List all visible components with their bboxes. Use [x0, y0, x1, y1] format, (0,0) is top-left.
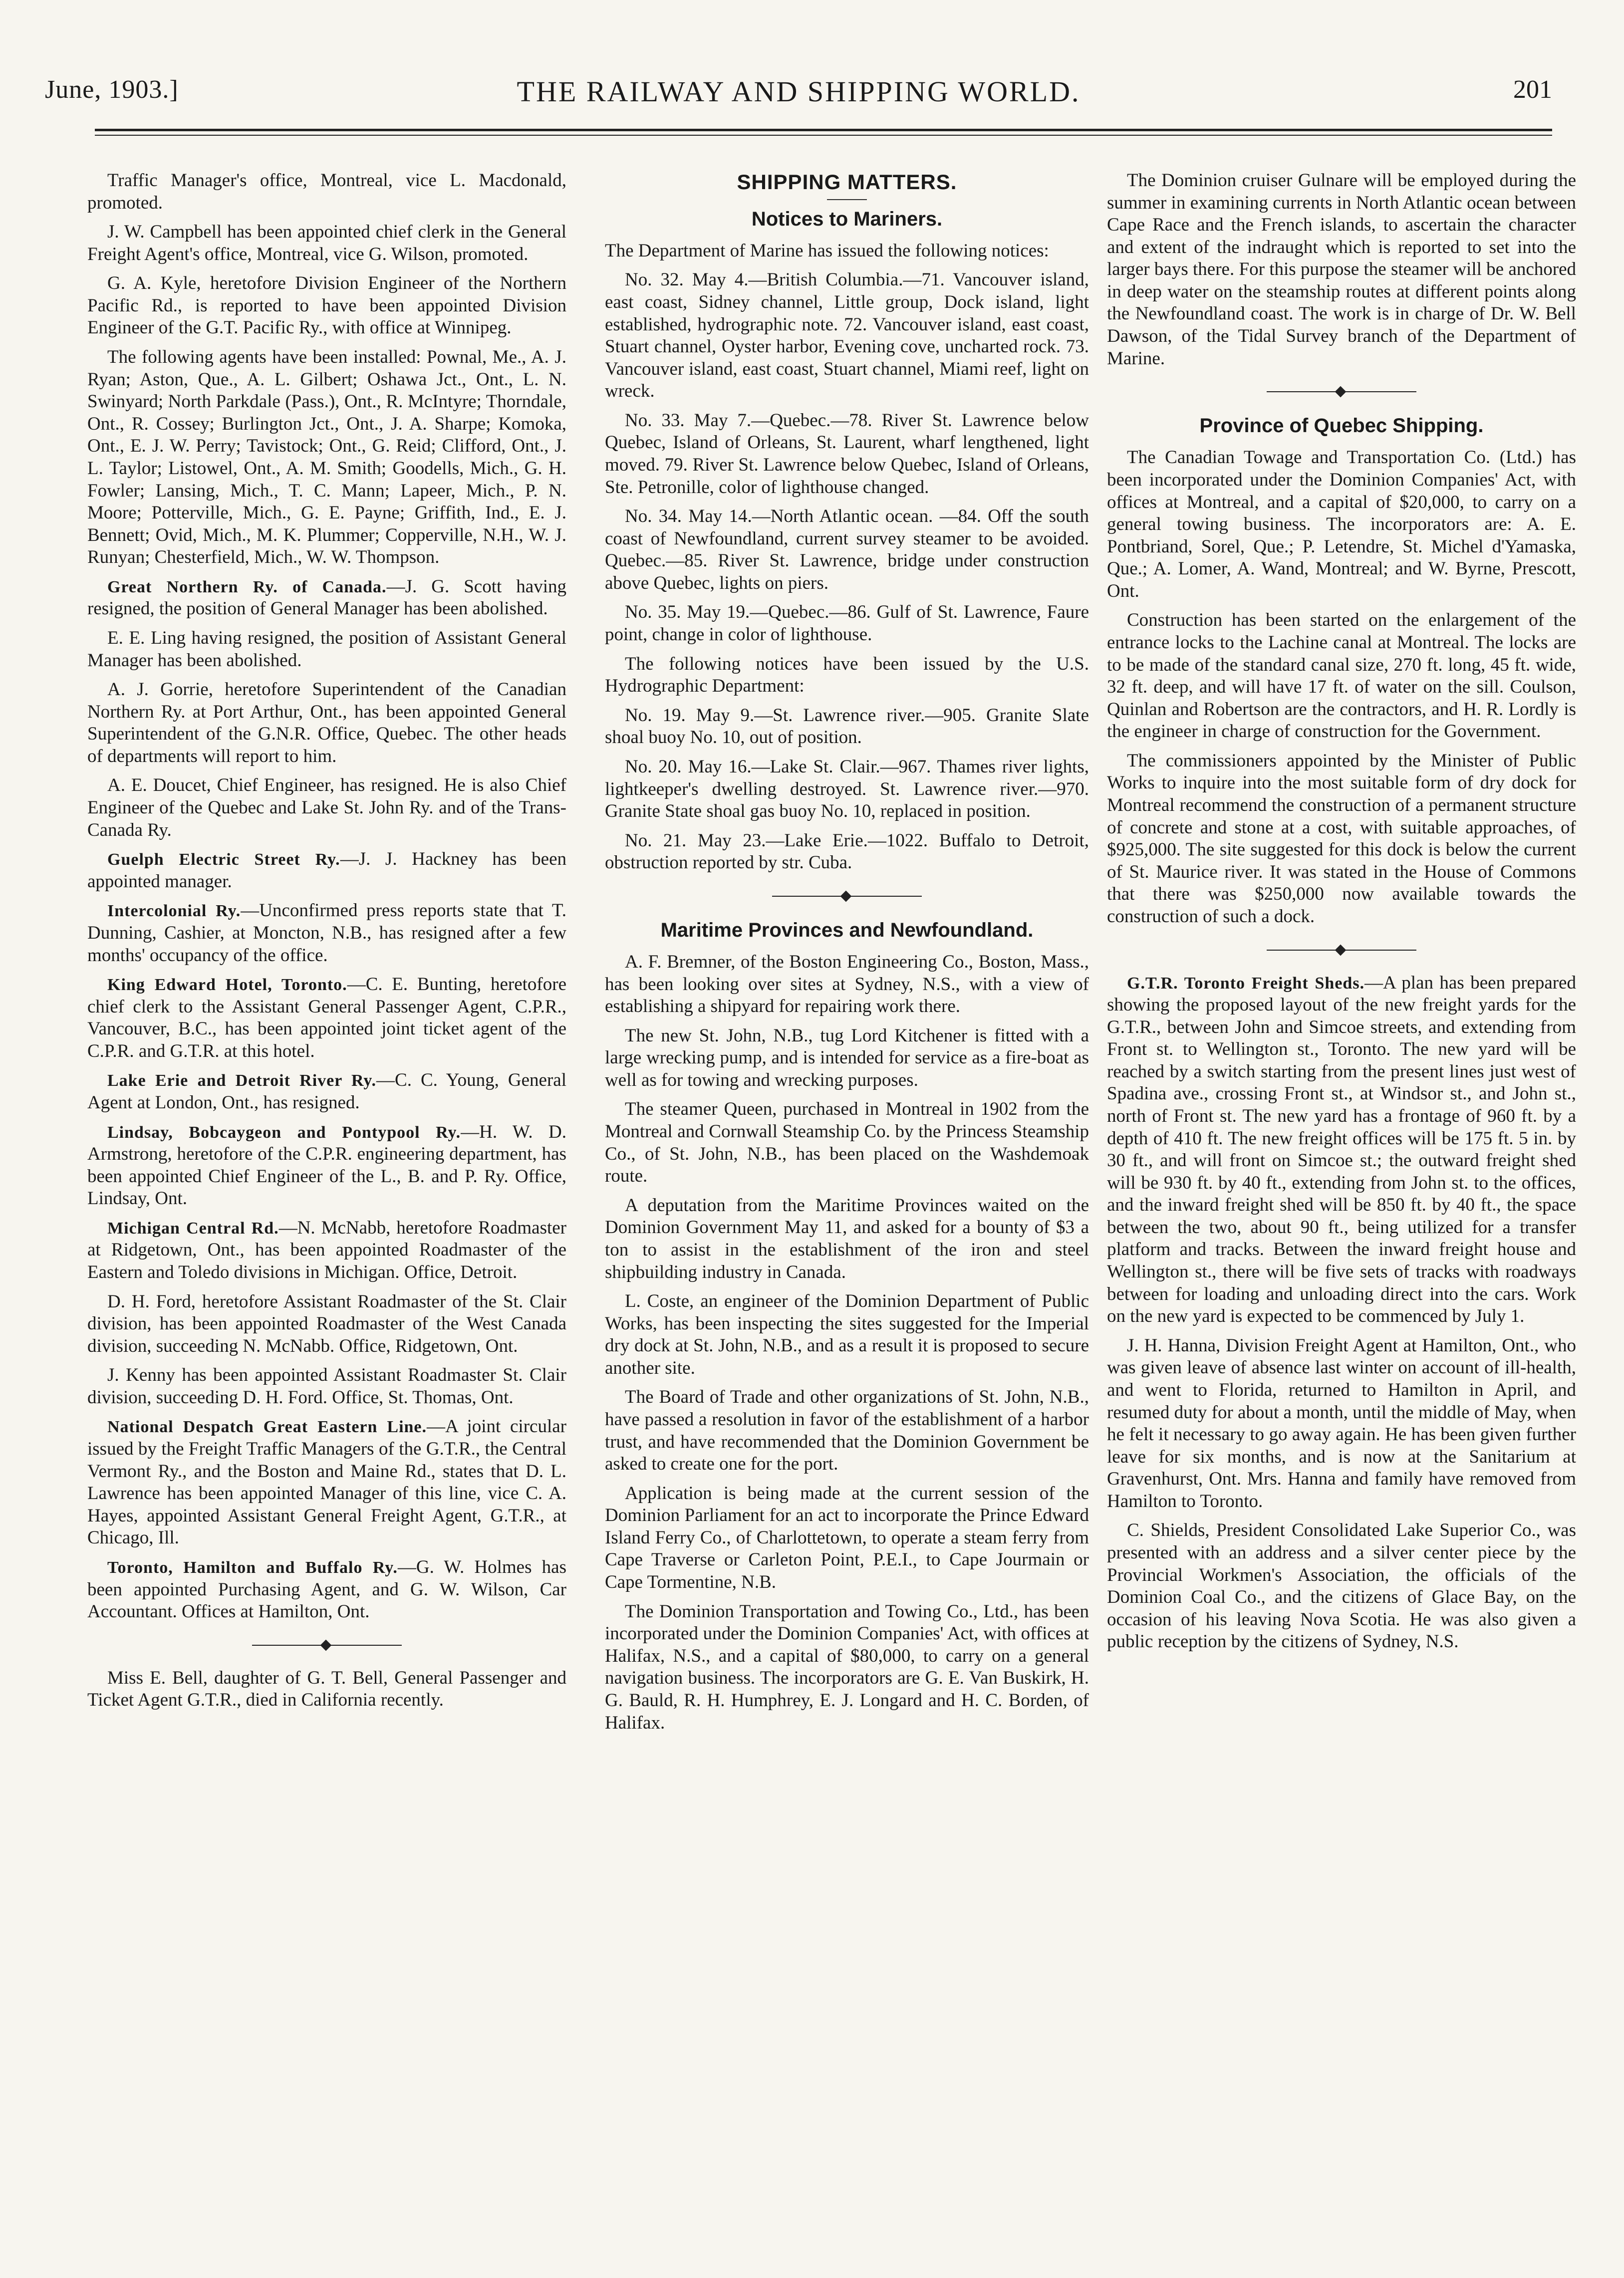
section-divider-ornament — [1267, 940, 1416, 960]
article-paragraph — [87, 1556, 566, 1623]
paragraph-text: —N. McNabb, heretofore Roadmaster at Ridgetown, Ont., has been appointed Roadmaster of the Eastern and Toledo divisions in Michigan. Office, Detroit. — [87, 1217, 566, 1283]
section-divider-ornament — [252, 1635, 402, 1655]
article-paragraph — [605, 1601, 1089, 1734]
paragraph-lead: King Edward Hotel, Toronto. — [107, 976, 347, 995]
article-paragraph — [605, 506, 1089, 594]
paragraph-text: The new St. John, N.B., tug Lord Kitchener is fitted with a large wrecking pump, and is intended for service as a fire-boat as well as for towing and wrecking purposes. — [605, 1025, 1089, 1090]
paragraph-text: No. 21. May 23.—Lake Erie.—1022. Buffalo to Detroit, obstruction reported by str. Cuba. — [605, 830, 1089, 873]
paragraph-text: A. J. Gorrie, heretofore Superintendent of the Canadian Northern Ry. at Port Arthur, Ont., has been appointed General Superintendent of the G.N.R. Office, Quebec. The other heads of departments will report to him. — [87, 679, 566, 766]
paragraph-text: The Department of Marine has issued the following notices: — [605, 240, 1049, 261]
paragraph-text: The commissioners appointed by the Minister of Public Works to inquire into the most suitable form of dry dock for Montreal recommend the construction of a permanent structure of concrete and stone at a cost, with suitable approaches, of $925,000. The site suggested for this dock is below the current of St. Maurice river. It was stated in the House of Commons that there was $250,000 now available towards the construction of such a dock. — [1107, 750, 1576, 927]
article-paragraph — [87, 221, 566, 265]
section-divider-ornament — [1267, 382, 1416, 402]
article-paragraph — [605, 756, 1089, 823]
article-paragraph — [605, 1386, 1089, 1475]
paragraph-text: Application is being made at the current session of the Dominion Parliament for an act to incorporate the Prince Edward Island Ferry Co., of Charlottetown, to operate a steam ferry from Cape Traverse or Carleton Point, P.E.I., to Cape Jourmain or Cape Tormentine, N.B. — [605, 1483, 1089, 1593]
paragraph-text: The following notices have been issued by the U.S. Hydrographic Department: — [605, 653, 1089, 697]
article-paragraph — [87, 1217, 566, 1284]
article-paragraph — [605, 830, 1089, 874]
paragraph-lead: Michigan Central Rd. — [107, 1219, 279, 1238]
paragraph-lead: Guelph Electric Street Ry. — [107, 850, 340, 869]
paragraph-text: J. H. Hanna, Division Freight Agent at Hamilton, Ont., who was given leave of absence last winter on account of ill-health, and went to Florida, returned to Hamilton in April, and resumed duty for about a month, until the middle of May, when he felt it necessary to go away again. He has been given further leave for six months, and is now at the Sanitarium at Gravenhurst, Ont. Mrs. Hanna and family have removed from Hamilton to Toronto. — [1107, 1335, 1576, 1512]
article-paragraph — [87, 1416, 566, 1549]
column-1 — [87, 170, 566, 2251]
article-paragraph — [87, 1667, 566, 1712]
paragraph-text: —H. W. D. Armstrong, heretofore of the C.P.R. engineering department, has been appointed Chief Engineer of the L., B. and P. Ry. Office, Lindsay, Ont. — [87, 1121, 566, 1209]
issue-date: June, 1903.] — [45, 75, 179, 104]
paragraph-text: Traffic Manager's office, Montreal, vice L. Macdonald, promoted. — [87, 170, 566, 213]
page-header — [45, 75, 1552, 115]
article-paragraph — [87, 679, 566, 767]
paragraph-text: No. 34. May 14.—North Atlantic ocean. —84. Off the south coast of Newfoundland, current survey steamer to be avoided. Quebec.—85. River St. Lawrence, bridge under construction above Quebec, lights on piers. — [605, 506, 1089, 593]
page-number: 201 — [1513, 75, 1552, 104]
section-subheading: Province of Quebec Shipping. — [1199, 415, 1484, 437]
section-heading: SHIPPING MATTERS. — [737, 170, 957, 194]
article-paragraph — [605, 1290, 1089, 1379]
heading-rule — [827, 199, 867, 200]
article-paragraph — [605, 1025, 1089, 1092]
article-paragraph — [87, 170, 566, 214]
article-paragraph — [87, 848, 566, 893]
paragraph-text: —C. E. Bunting, heretofore chief clerk to the Assistant General Passenger Agent, C.P.R., Vancouver, B.C., has been appointed joint ticket agent of the C.P.R. and G.T.R. at this hotel. — [87, 974, 566, 1061]
paragraph-text: The Dominion Transportation and Towing Co., Ltd., has been incorporated under the Dominion Companies' Act, with offices at Halifax, N.S., and a capital of $80,000, to carry on a general navigation business. The incorporators are G. E. Van Buskirk, H. G. Bauld, R. H. Humphrey, E. J. Longard and H. C. Borden, of Halifax. — [605, 1601, 1089, 1733]
article-paragraph — [87, 272, 566, 339]
paragraph-lead: Lake Erie and Detroit River Ry. — [107, 1071, 377, 1090]
article-paragraph — [1107, 609, 1576, 743]
paragraph-text: Miss E. Bell, daughter of G. T. Bell, General Passenger and Ticket Agent G.T.R., died in California recently. — [87, 1667, 566, 1711]
paragraph-text: —C. C. Young, General Agent at London, Ont., has resigned. — [87, 1070, 566, 1113]
paragraph-text: G. A. Kyle, heretofore Division Engineer of the Northern Pacific Rd., is reported to have been appointed Division Engineer of the G.T. Pacific Ry., with office at Winnipeg. — [87, 273, 566, 338]
article-paragraph — [87, 627, 566, 672]
paragraph-text: No. 32. May 4.—British Columbia.—71. Vancouver island, east coast, Sidney channel, Little group, Dock island, light established, hydrographic note. 72. Vancouver island, east coast, Stuart channel, Oyster harbor, Evening cove, uncharted rock. 73. Vancouver island, east coast, Stuart channel, Miami reef, light on wreck. — [605, 269, 1089, 402]
article-paragraph — [1107, 972, 1576, 1328]
article-paragraph — [1107, 170, 1576, 370]
paragraph-lead: Lindsay, Bobcaygeon and Pontypool Ry. — [107, 1123, 461, 1142]
paragraph-text: —J. G. Scott having resigned, the position of General Manager has been abolished. — [87, 576, 566, 619]
article-paragraph — [1107, 1335, 1576, 1513]
article-paragraph — [605, 653, 1089, 698]
section-divider-ornament — [772, 886, 922, 906]
article-paragraph — [87, 774, 566, 841]
article-paragraph — [1107, 1519, 1576, 1653]
article-paragraph — [87, 1121, 566, 1210]
header-rule — [95, 129, 1552, 131]
article-paragraph — [605, 269, 1089, 402]
paragraph-text: No. 33. May 7.—Quebec.—78. River St. Lawrence below Quebec, Island of Orleans, St. Laurent, wharf lengthened, light moved. 79. River St. Lawrence below Quebec, Island of Orleans, Ste. Petronille, color of lighthouse changed. — [605, 410, 1089, 498]
paragraph-text: The Board of Trade and other organizations of St. John, N.B., have passed a resolution in favor of the establishment of a harbor trust, and have recommended that the Dominion Government be asked to create one for the port. — [605, 1387, 1089, 1475]
paragraph-lead: Great Northern Ry. of Canada. — [107, 577, 387, 596]
journal-title: THE RAILWAY AND SHIPPING WORLD. — [517, 75, 1081, 108]
article-paragraph — [87, 1364, 566, 1409]
paragraph-text: J. W. Campbell has been appointed chief clerk in the General Freight Agent's office, Montreal, vice G. Wilson, promoted. — [87, 222, 566, 264]
article-paragraph — [605, 1483, 1089, 1594]
article-paragraph — [605, 410, 1089, 499]
article-paragraph — [605, 705, 1089, 749]
paragraph-text: The Dominion cruiser Gulnare will be employed during the summer in examining currents in North Atlantic ocean between Cape Race and the French islands, to ascertain the character and extent of the indraught which is reported to set into the larger bays there. For this purpose the steamer will be anchored in deep water on the steamship routes at different points along the Newfoundland coast. The work is in charge of Dr. W. Bell Dawson, of the Tidal Survey branch of the Department of Marine. — [1107, 170, 1576, 369]
paragraph-text: The steamer Queen, purchased in Montreal in 1902 from the Montreal and Cornwall Steamship Co. by the Princess Steamship Co., of St. John, N.B., has been placed on the Washdemoak route. — [605, 1099, 1089, 1187]
paragraph-text: —A plan has been prepared showing the proposed layout of the new freight yards for the G.T.R., between John and Simcoe streets, and extending from Front st. to Wellington st., Toronto. The new yard will be reached by a switch starting from the present lines just west of Spadina ave., crossing Front st., at Windsor st., and John st., north of Front st. The new yard has a frontage of 960 ft. by a depth of 410 ft. The new freight offices will be 175 ft. 5 in. by 30 ft., and will front on Simcoe st.; the outward freight shed will be 930 ft. by 40 ft., extending from John st. to the offices, and the inward freight shed will be 850 ft. by 40 ft., the space between the two, about 90 ft., being utilized for a transfer platform and tracks. Between the inward freight house and Wellington st., there will be five sets of tracks with roadways between for loading and unloading direct into the cars. Work on the new yard is expected to be commenced by July 1. — [1107, 972, 1576, 1327]
article-paragraph — [87, 576, 566, 620]
paragraph-text: A deputation from the Maritime Provinces waited on the Dominion Government May 11, and asked for a bounty of $3 a ton to assist in the establishment of the iron and steel shipbuilding industry in Canada. — [605, 1195, 1089, 1282]
paragraph-text: No. 19. May 9.—St. Lawrence river.—905. Granite Slate shoal buoy No. 10, out of position. — [605, 705, 1089, 748]
section-subheading: Notices to Mariners. — [751, 208, 943, 230]
paragraph-lead: Intercolonial Ry. — [107, 902, 241, 921]
paragraph-text: Construction has been started on the enlargement of the entrance locks to the Lachine canal at Montreal. The locks are to be made of the standard canal size, 270 ft. long, 45 ft. wide, 32 ft. deep, and will have 17 ft. of water on the sill. Coulson, Quinlan and Robertson are the contractors, and H. R. Lordly is the engineer in charge of construction for the Government. — [1107, 610, 1576, 742]
header-rule-thin — [95, 135, 1552, 136]
article-paragraph — [605, 601, 1089, 646]
column-3 — [1107, 170, 1576, 2251]
paragraph-text: —J. J. Hackney has been appointed manager. — [87, 849, 566, 892]
paragraph-text: —G. W. Holmes has been appointed Purchasing Agent, and G. W. Wilson, Car Accountant. Offices at Hamilton, Ont. — [87, 1556, 566, 1622]
paragraph-lead: G.T.R. Toronto Freight Sheds. — [1127, 974, 1365, 993]
section-subheading: Maritime Provinces and Newfoundland. — [660, 919, 1034, 941]
paragraph-text: D. H. Ford, heretofore Assistant Roadmaster of the St. Clair division, has been appointed Roadmaster of the West Canada division, succeeding N. McNabb. Office, Ridgetown, Ont. — [87, 1291, 566, 1356]
article-paragraph — [1107, 447, 1576, 602]
paragraph-text: C. Shields, President Consolidated Lake Superior Co., was presented with an address and a silver center piece by the Provincial Workmen's Association, the officials of the Dominion Coal Co., and the citizens of Glace Bay, on the occasion of his leaving Nova Scotia. He was also given a public reception by the citizens of Sydney, N.S. — [1107, 1520, 1576, 1652]
paragraph-text: No. 35. May 19.—Quebec.—86. Gulf of St. Lawrence, Faure point, change in color of lighthouse. — [605, 602, 1089, 645]
paragraph-text: —A joint circular issued by the Freight Traffic Managers of the G.T.R., the Central Vermont Ry., and the Boston and Maine Rd., states that D. L. Lawrence has been appointed Manager of this line, vice C. A. Hayes, appointed Assistant General Freight Agent, G.T.R., at Chicago, Ill. — [87, 1416, 566, 1548]
paragraph-lead: Toronto, Hamilton and Buffalo Ry. — [107, 1558, 398, 1577]
paragraph-text: The following agents have been installed: Pownal, Me., A. J. Ryan; Aston, Que., A. L. Gilbert; Oshawa Jct., Ont., L. N. Swinyard; North Parkdale (Pass.), Ont., R. McIntyre; Thorndale, Ont., R. Cossey; Burlington Jct., Ont., J. A. Sharpe; Komoka, Ont., E. J. W. Perry; Tavistock; Ont., G. Reid; Clifford, Ont., J. L. Taylor; Listowel, Ont., A. M. Smith; Goodells, Mich., G. H. Fowler; Lansing, Mich., T. C. Mann; Lapeer, Mich., P. N. Moore; Potterville, Mich., G. E. Payne; Griffith, Ind., E. J. Bennett; Ovid, Mich., M. K. Plummer; Copperville, N.H., W. J. Runyan; Chesterfield, Mich., W. W. Thompson. — [87, 347, 566, 568]
paragraph-lead: National Despatch Great Eastern Line. — [107, 1418, 427, 1437]
article-paragraph — [87, 1069, 566, 1114]
paragraph-text: J. Kenny has been appointed Assistant Roadmaster St. Clair division, succeeding D. H. Ford. Office, St. Thomas, Ont. — [87, 1365, 566, 1408]
article-paragraph — [605, 240, 1089, 262]
paragraph-text: —Unconfirmed press reports state that T. Dunning, Cashier, at Moncton, N.B., has resigned after a few months' occupancy of the office. — [87, 900, 566, 966]
paragraph-text: A. F. Bremner, of the Boston Engineering Co., Boston, Mass., has been looking over sites at Sydney, N.S., with a view of establishing a shipyard for repairing work there. — [605, 952, 1089, 1017]
article-paragraph — [87, 974, 566, 1062]
paragraph-text: L. Coste, an engineer of the Dominion Department of Public Works, has been inspecting the sites suggested for the Imperial dry dock at St. John, N.B., and as a result it is proposed to secure another site. — [605, 1291, 1089, 1378]
article-paragraph — [605, 1098, 1089, 1187]
article-paragraph — [87, 1291, 566, 1358]
article-paragraph — [87, 900, 566, 967]
article-paragraph — [87, 346, 566, 569]
paragraph-text: A. E. Doucet, Chief Engineer, has resigned. He is also Chief Engineer of the Quebec and Lake St. John Ry. and of the Trans-Canada Ry. — [87, 775, 566, 840]
paragraph-text: No. 20. May 16.—Lake St. Clair.—967. Thames river lights, lightkeeper's dwelling destroyed. St. Lawrence river.—970. Granite State shoal gas buoy No. 10, replaced in position. — [605, 756, 1089, 822]
paragraph-text: E. E. Ling having resigned, the position of Assistant General Manager has been abolished. — [87, 627, 566, 671]
article-paragraph — [605, 1195, 1089, 1283]
article-paragraph — [1107, 750, 1576, 928]
article-paragraph — [605, 951, 1089, 1018]
column-2 — [605, 170, 1089, 2251]
paragraph-text: The Canadian Towage and Transportation Co. (Ltd.) has been incorporated under the Dominion Companies' Act, with offices at Montreal, and a capital of $20,000, to carry on a general towing business. The incorporators are: A. E. Pontbriand, Sorel, Que.; P. Letendre, St. Michel d'Yamaska, Que.; A. Lomer, A. Wand, Montreal; and W. Byrne, Prescott, Ont. — [1107, 447, 1576, 601]
